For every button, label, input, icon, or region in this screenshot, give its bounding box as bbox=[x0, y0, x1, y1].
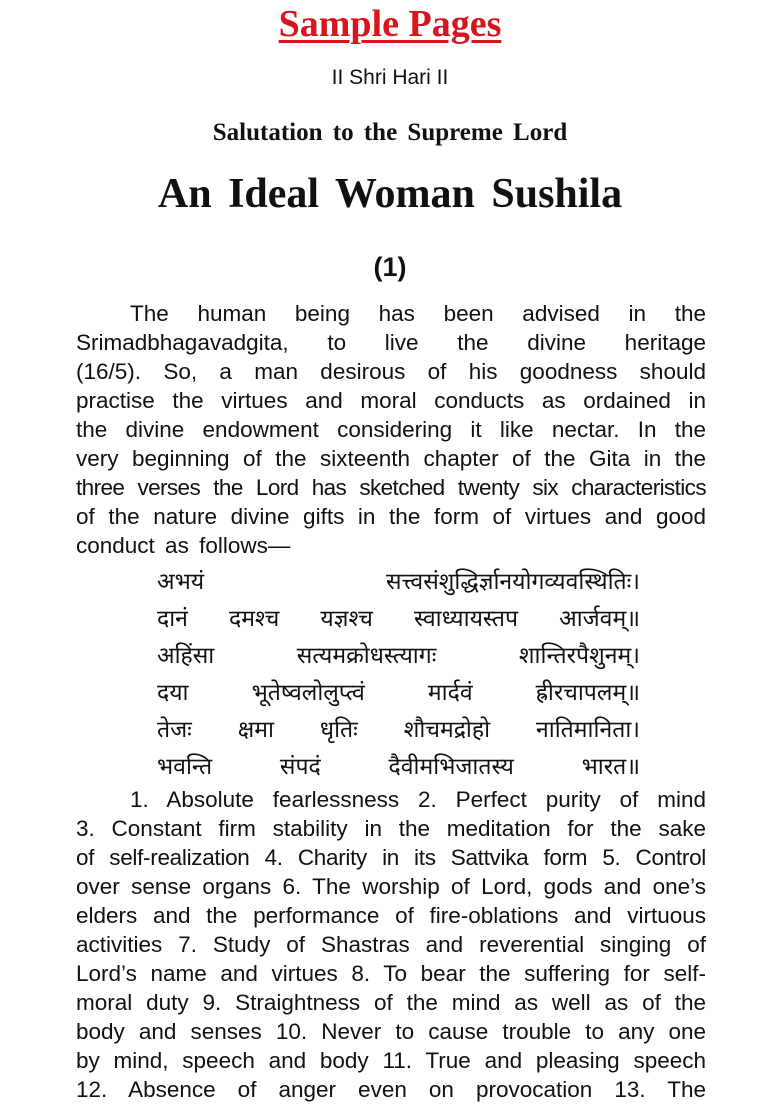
text-line: (16/5). So, a man desirous of his goodness should bbox=[76, 359, 706, 384]
text-line: Srimadbhagavadgita, to live the divine heritage bbox=[76, 330, 706, 355]
verse-line: भवन्ति संपदं दैवीमभिजातस्य भारत॥ bbox=[157, 754, 640, 780]
verse-line: दया भूतेष्वलोलुप्त्वं मार्दवं ह्रीरचापलम्॥ bbox=[157, 680, 640, 706]
text-line: three verses the Lord has sketched twenty six characteristics bbox=[76, 475, 706, 500]
invocation: II Shri Hari II bbox=[331, 66, 449, 89]
salutation-heading: Salutation to the Supreme Lord bbox=[212, 119, 568, 146]
text-line: practise the virtues and moral conducts as ordained in bbox=[76, 388, 706, 413]
text-line: activities 7. Study of Shastras and reverential singing of bbox=[76, 932, 706, 957]
text-line: of self-realization 4. Charity in its Sattvika form 5. Control bbox=[76, 845, 706, 870]
text-line: conduct as follows— bbox=[76, 533, 291, 558]
verse-line: अहिंसा सत्यमक्रोधस्त्यागः शान्तिरपैशुनम्। bbox=[157, 643, 640, 669]
book-title: An Ideal Woman Sushila bbox=[157, 171, 623, 217]
sample-pages-heading: Sample Pages bbox=[278, 3, 502, 45]
paragraph-intro bbox=[76, 299, 706, 560]
sanskrit-verse bbox=[157, 564, 640, 786]
text-line: over sense organs 6. The worship of Lord, gods and one’s bbox=[76, 874, 706, 899]
text-line: the divine endowment considering it like nectar. In the bbox=[76, 417, 706, 442]
text-line: body and senses 10. Never to cause trouble to any one bbox=[76, 1019, 706, 1044]
text-line: Lord’s name and virtues 8. To bear the suffering for self- bbox=[76, 961, 706, 986]
verse-line: तेजः क्षमा धृतिः शौचमद्रोहो नातिमानिता। bbox=[157, 717, 640, 743]
text-line: elders and the performance of fire-oblations and virtuous bbox=[76, 903, 706, 928]
text-line: The human being has been advised in the bbox=[130, 301, 706, 326]
text-line: 3. Constant firm stability in the meditation for the sake bbox=[76, 816, 706, 841]
text-line: by mind, speech and body 11. True and pleasing speech bbox=[76, 1048, 706, 1073]
verse-line: अभयं सत्त्वसंशुद्धिर्ज्ञानयोगव्यवस्थितिः। bbox=[157, 569, 640, 595]
chapter-number: (1) bbox=[373, 252, 407, 282]
paragraph-virtues-list bbox=[76, 785, 706, 1104]
text-line: 12. Absence of anger even on provocation 13. The bbox=[76, 1077, 706, 1102]
text-line: very beginning of the sixteenth chapter of the Gita in the bbox=[76, 446, 706, 471]
verse-line: दानं दमश्च यज्ञश्च स्वाध्यायस्तप आर्जवम्॥ bbox=[157, 606, 640, 632]
text-line: 1. Absolute fearlessness 2. Perfect purity of mind bbox=[130, 787, 706, 812]
text-line: of the nature divine gifts in the form of virtues and good bbox=[76, 504, 706, 529]
text-line: moral duty 9. Straightness of the mind as well as of the bbox=[76, 990, 706, 1015]
